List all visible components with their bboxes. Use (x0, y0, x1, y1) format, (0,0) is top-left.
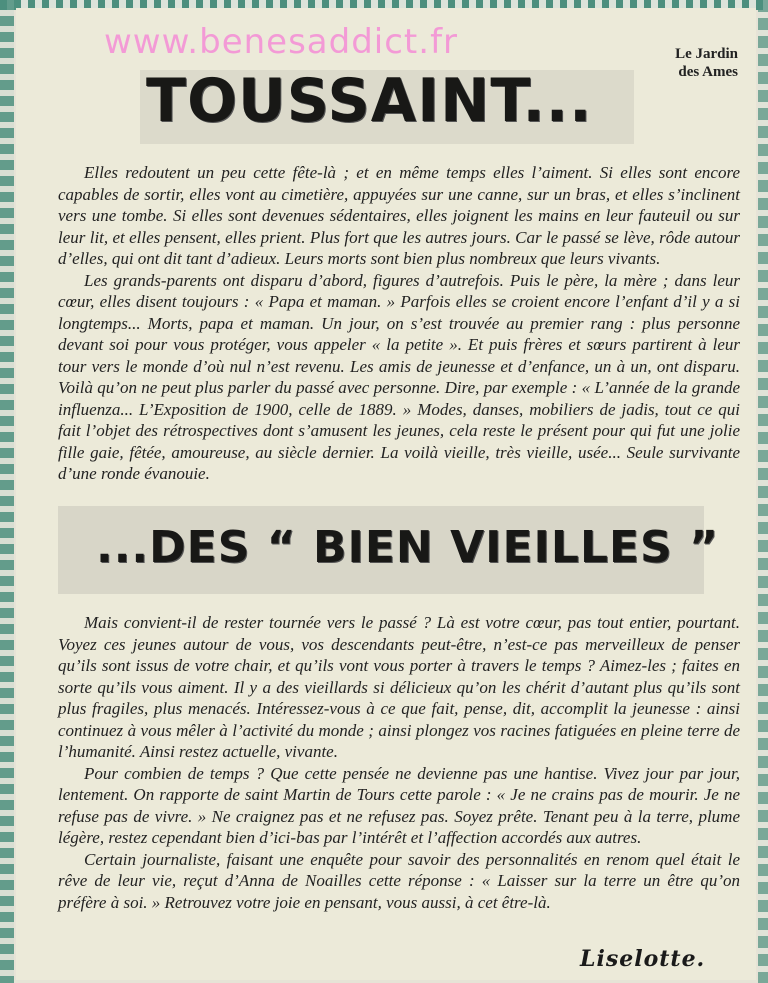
article-section-2 (58, 612, 740, 913)
article-subtitle: ...DES “ BIEN VIEILLES ” (96, 522, 719, 573)
watermark-url: www.benesaddict.fr (104, 22, 459, 62)
article-title: TOUSSAINT... (146, 66, 593, 136)
section-rubric (638, 45, 738, 81)
article-section-1 (58, 162, 740, 485)
decorative-right-border (758, 0, 768, 983)
paragraph: Pour combien de temps ? Que cette pensée ne devienne pas une hantise. Vivez jour par jour, lentement. On rapporte de saint Martin de Tours cette parole : « Je ne crains pas de mourir. Je ne refuse pas de vivre. » Ne craignez pas et ne refusez pas. Soyez prête. Tenant peu à la terre, plume légère, restez cependant bien d’ici-bas par l’intérêt et l’affection accordés aux autres. (58, 763, 740, 847)
paragraph: Certain journaliste, faisant une enquête pour savoir des personnalités en renom quel était le rêve de leur vie, reçut d’Anna de Noailles cette réponse : « Laisser sur la terre un être qu’on préfère à soi. » Retrouvez votre joie en pensant, vous aussi, à cet être-là. (58, 849, 740, 912)
paragraph: Les grands-parents ont disparu d’abord, figures d’autrefois. Puis le père, la mère ; dans leur cœur, elles disent toujours : « Papa et maman. » Parfois elles se croient encore l’enfant d’il y a si longtemps... Morts, papa et maman. Un jour, on s’est trouvée au premier rang : plus personne devant soi pour vous protéger, vous appeler « la petite ». Et puis frères et sœurs partirent à leur tour vers le monde d’où nul n’est revenu. Les amis de jeunesse et d’enfance, un à un, ont disparu. Voilà qu’on ne peut plus parler du passé avec personne. Dire, par exemple : « L’année de la grande influenza... L’Exposition de 1900, celle de 1889. » Modes, danses, mobiliers de jadis, tout ce qui fait l’objet des rétrospectives dont s’amusent les jeunes, cela reste le présent pour qui fut une jolie fille gaie, fêtée, amoureuse, au siècle dernier. La voilà vieille, très vieille, usée... Seule survivante d’une ronde évanouie. (58, 270, 740, 483)
rubric-line-1: Le Jardin (675, 46, 738, 62)
paragraph: Elles redoutent un peu cette fête-là ; et en même temps elles l’aiment. Si elles sont encore capables de sortir, elles vont au cimetière, appuyées sur une canne, sur un bras, et elles s’inclinent vers une tombe. Si elles sont devenues sédentaires, elles joignent les mains en leur fauteuil ou sur leur lit, et elles pensent, elles prient. Plus fort que les autres jours. Car le passé se lève, rôde autour d’elles, qui ont dit tant d’adieux. Leurs morts sont bien plus nombreux que leurs vivants. (58, 163, 740, 268)
decorative-left-border (0, 0, 14, 983)
rubric-line-2: des Ames (678, 64, 738, 80)
paragraph: Mais convient-il de rester tournée vers le passé ? Là est votre cœur, pas tout entier, pourtant. Voyez ces jeunes autour de vous, vos descendants peut-être, n’est-ce pas merveilleux de penser qu’ils sont issus de votre chair, et qu’ils vont vous porter à travers le temps ? Aimez-les ; faites en sorte qu’ils vous aiment. Il y a des vieillards si délicieux qu’on les chérit d’autant plus qu’ils sont plus fragiles, plus menacés. Intéressez-vous à ce que fait, pense, dit, accomplit la jeunesse : ainsi continuez à vous mêler à l’activité du monde ; ainsi plongez vos racines fatiguées en pleine terre de l’humanité. Ainsi restez actuelle, vivante. (58, 613, 740, 761)
author-signature: Liselotte. (580, 946, 706, 972)
